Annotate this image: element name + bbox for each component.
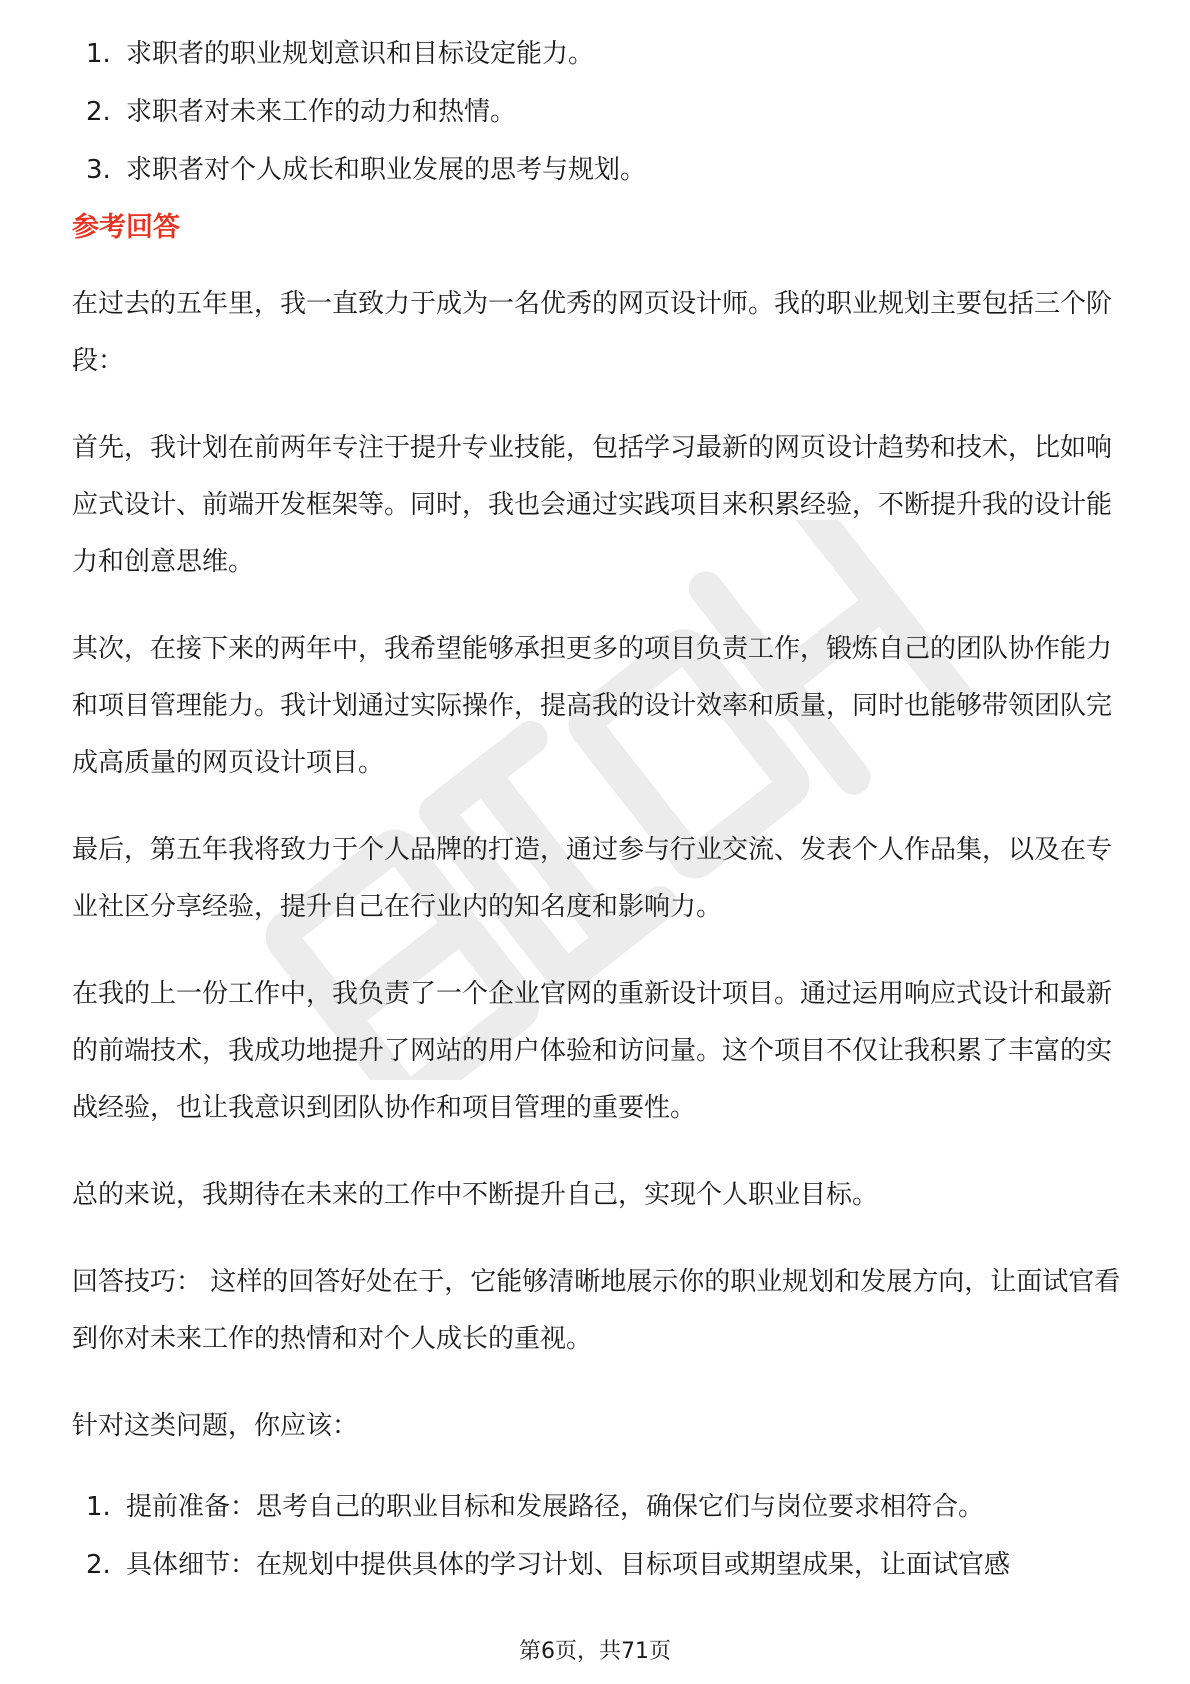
list-item <box>72 32 1122 76</box>
list-item-text: 求职者的职业规划意识和目标设定能力。 <box>126 39 595 69</box>
bottom-numbered-list <box>72 1485 1122 1587</box>
list-item-number: 1. <box>86 39 111 69</box>
paragraph-stage-two: 其次，在接下来的两年中，我希望能够承担更多的项目负责工作，锻炼自己的团队协作能力和项目管理能力。我计划通过实际操作，提高我的设计效率和质量，同时也能够带领团队完成高质量的网页设计项目。 <box>72 634 1113 778</box>
paragraph-summary: 总的来说，我期待在未来的工作中不断提升自己，实现个人职业目标。 <box>72 1180 879 1210</box>
paragraph-stage-three: 最后，第五年我将致力于个人品牌的打造，通过参与行业交流、发表个人作品集，以及在专业社区分享经验，提升自己在行业内的知名度和影响力。 <box>72 835 1113 922</box>
list-item-number: 1. <box>86 1492 111 1522</box>
list-item-number: 2. <box>86 1550 111 1580</box>
top-numbered-list <box>72 32 1122 192</box>
paragraph-advice-intro: 针对这类问题，你应该： <box>72 1411 359 1441</box>
list-item-text: 提前准备：思考自己的职业目标和发展路径，确保它们与岗位要求相符合。 <box>126 1492 985 1522</box>
list-item-number: 3. <box>86 155 111 185</box>
list-item <box>72 1543 1122 1587</box>
paragraph-experience: 在我的上一份工作中，我负责了一个企业官网的重新设计项目。通过运用响应式设计和最新的前端技术，我成功地提升了网站的用户体验和访问量。这个项目不仅让我积累了丰富的实战经验，也让我意识到团队协作和项目管理的重要性。 <box>72 979 1113 1123</box>
page-footer: 第6页，共71页 <box>519 1639 671 1664</box>
list-item <box>72 90 1122 134</box>
list-item <box>72 148 1122 192</box>
list-item-text: 具体细节：在规划中提供具体的学习计划、目标项目或期望成果，让面试官感 <box>126 1550 1011 1580</box>
paragraph-stage-one: 首先，我计划在前两年专注于提升专业技能，包括学习最新的网页设计趋势和技术，比如响应式设计、前端开发框架等。同时，我也会通过实践项目来积累经验，不断提升我的设计能力和创意思维。 <box>72 433 1113 577</box>
paragraph-intro: 在过去的五年里，我一直致力于成为一名优秀的网页设计师。我的职业规划主要包括三个阶段： <box>72 289 1113 376</box>
paragraph-tips: 回答技巧： 这样的回答好处在于，它能够清晰地展示你的职业规划和发展方向，让面试官看到你对未来工作的热情和对个人成长的重视。 <box>72 1267 1121 1354</box>
content-area <box>72 40 1122 1601</box>
list-item-text: 求职者对未来工作的动力和热情。 <box>126 97 517 127</box>
list-item-number: 2. <box>86 97 111 127</box>
list-item-text: 求职者对个人成长和职业发展的思考与规划。 <box>126 155 647 185</box>
list-item <box>72 1485 1122 1529</box>
section-heading: 参考回答 <box>72 212 180 243</box>
